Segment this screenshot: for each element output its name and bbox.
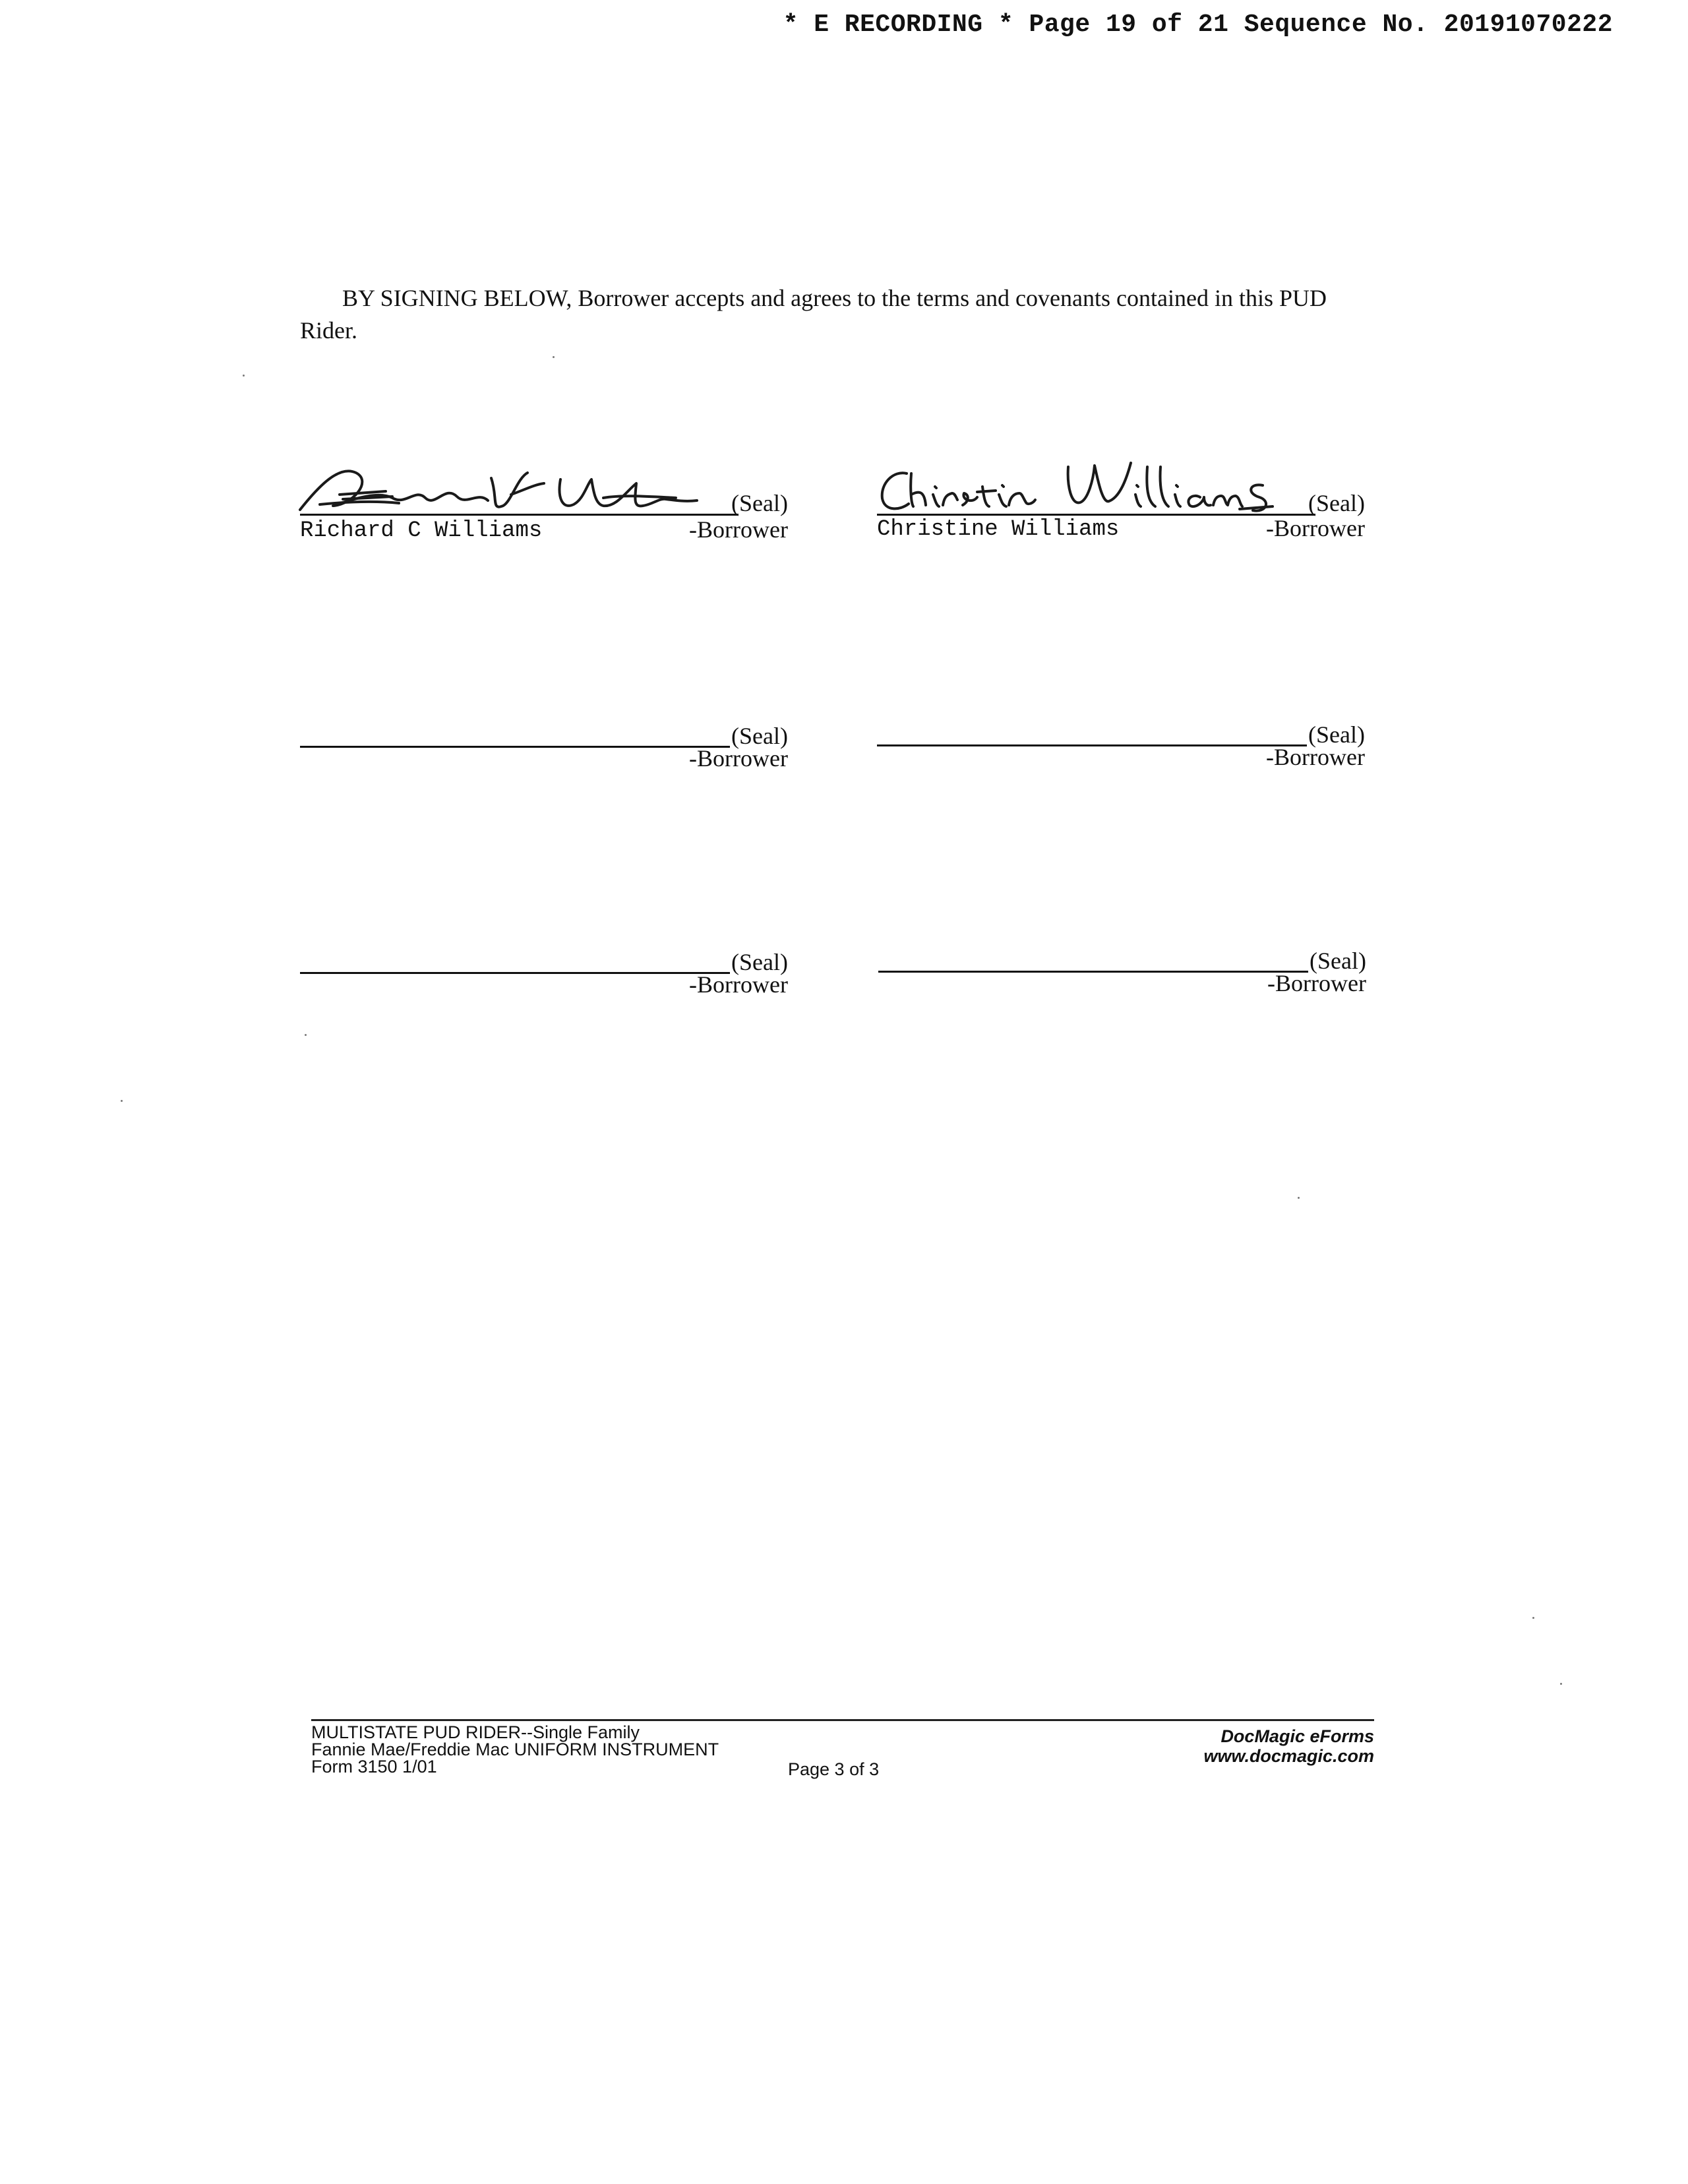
scan-speck	[1298, 1197, 1300, 1199]
scan-speck	[1532, 1617, 1534, 1619]
seal-label: (Seal)	[731, 490, 788, 516]
borrower-label: -Borrower	[1266, 515, 1365, 541]
footer-form-info	[311, 1724, 719, 1775]
footer-form-title: MULTISTATE PUD RIDER--Single Family	[311, 1722, 640, 1742]
borrower-label: -Borrower	[689, 516, 788, 543]
seal-label: (Seal)	[1308, 721, 1365, 748]
scan-speck	[243, 375, 245, 377]
docmagic-website: www.docmagic.com	[1203, 1746, 1374, 1766]
scan-speck	[553, 356, 555, 358]
signing-statement-text: BY SIGNING BELOW, Borrower accepts and agrees to the terms and covenants contained in this PUD Rider.	[300, 285, 1327, 344]
borrower-label: -Borrower	[689, 971, 788, 998]
footer-page-number: Page 3 of 3	[788, 1759, 880, 1779]
signature-block-3	[300, 722, 788, 788]
scan-speck	[305, 1034, 307, 1036]
signer-name-christine: Christine Williams	[877, 517, 1120, 542]
signing-statement	[300, 282, 1368, 347]
footer-branding	[1203, 1726, 1374, 1766]
docmagic-logo: DocMagic eForms	[1221, 1726, 1374, 1746]
borrower-label: -Borrower	[1266, 744, 1365, 770]
footer-divider	[311, 1719, 1374, 1721]
footer-instrument: Fannie Mae/Freddie Mac UNIFORM INSTRUMENT	[311, 1740, 719, 1759]
signature-block-2	[877, 462, 1365, 542]
scan-speck	[1560, 1683, 1562, 1685]
seal-label: (Seal)	[731, 949, 788, 975]
borrower-label: -Borrower	[689, 745, 788, 772]
borrower-label: -Borrower	[1267, 970, 1366, 996]
signature-block-6	[878, 947, 1366, 1013]
recording-header: * E RECORDING * Page 19 of 21 Sequence No. 20191070222	[783, 11, 1613, 39]
seal-label: (Seal)	[1310, 948, 1366, 974]
signature-block-1	[300, 462, 788, 543]
scan-speck	[121, 1100, 123, 1102]
seal-label: (Seal)	[1308, 490, 1365, 516]
seal-label: (Seal)	[731, 723, 788, 749]
signer-name-richard: Richard C Williams	[300, 518, 543, 543]
footer-form-number: Form 3150 1/01	[311, 1757, 437, 1776]
signature-block-5	[300, 948, 788, 1014]
signature-block-4	[877, 721, 1365, 787]
